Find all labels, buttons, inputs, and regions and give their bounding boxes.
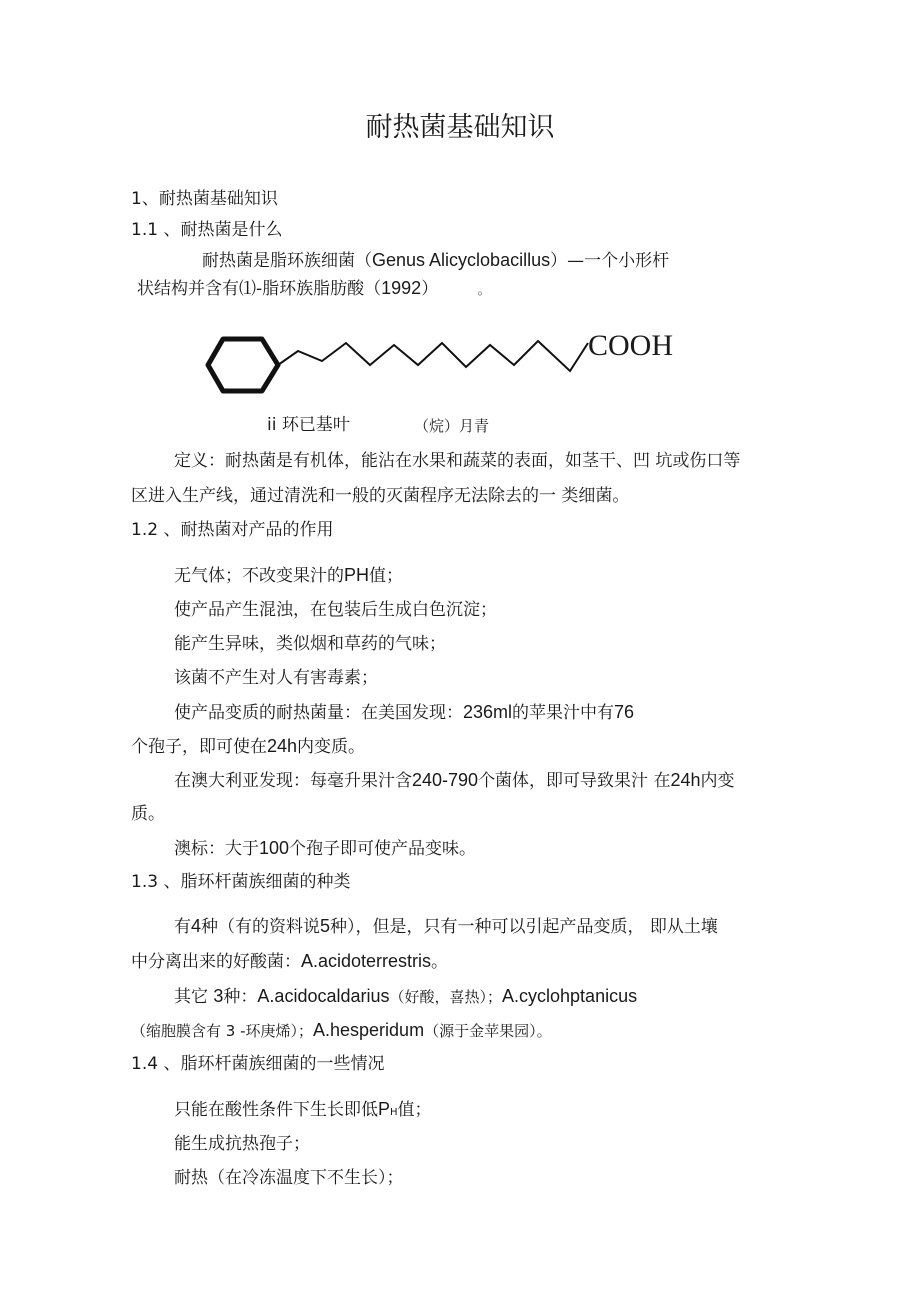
effect-item-1 — [174, 563, 403, 588]
effect-item-5-line-1 — [174, 700, 634, 725]
time-value: 24h — [267, 736, 298, 756]
effect-item-3: 能产生异味，类似烟和草药的气味； — [174, 634, 446, 654]
species-text: 种），但是，只有一种可以引起产品变质， 即从土壤 — [330, 917, 718, 937]
species-text: 种： — [223, 987, 258, 1007]
effect-item-6-line-1 — [174, 768, 735, 793]
species-text: 其它 — [174, 987, 214, 1007]
effect-text: 内变 — [700, 771, 735, 791]
species-text: 中分离出来的好酸菌： — [131, 952, 301, 972]
effect-item-2: 使产品产生混浊，在包装后生成白色沉淀； — [174, 600, 497, 620]
spore-count: 76 — [614, 702, 635, 722]
effect-item-5-line-2 — [131, 734, 365, 759]
species-name-cyclohptanicus: A.cyclohptanicus — [502, 986, 638, 1006]
definition-line-2: 区进入生产线，通过清洗和一般的灭菌程序无法除去的一 类细菌。 — [131, 486, 630, 506]
species-text: 有 — [174, 917, 191, 937]
section-heading-1-3: 1.3 、脂环杆菌族细菌的种类 — [131, 872, 351, 892]
time-value: 24h — [670, 770, 701, 790]
condition-item-2: 能生成抗热孢子； — [174, 1134, 310, 1154]
effect-text: 值； — [369, 566, 404, 586]
definition-line-1: 定义：耐热菌是有机体，能沾在水果和蔬菜的表面，如茎干、凹 坑或伤口等 — [174, 451, 741, 471]
species-count-4: 4 — [191, 916, 202, 936]
species-text: （源于金苹果园）。 — [424, 1022, 552, 1040]
effect-item-7 — [174, 836, 476, 861]
volume-value: 236ml — [463, 702, 513, 722]
intro-text: 耐热菌是脂环族细菌（ — [202, 251, 372, 271]
spore-threshold: 100 — [259, 838, 290, 858]
effect-text: 的苹果汁中有 — [512, 703, 615, 723]
effect-item-6-line-2: 质。 — [131, 804, 165, 824]
section-heading-1-4: 1.4 、脂环杆菌族细菌的一些情况 — [131, 1054, 385, 1074]
species-line-4 — [131, 1018, 552, 1043]
cyclohexane-ring — [208, 339, 278, 391]
ph-term: PH — [344, 565, 370, 585]
paragraph-intro-line-1 — [202, 248, 669, 273]
section-heading-1-1: 1.1 、耐热菌是什么 — [131, 220, 283, 240]
effect-text: 无气体；不改变果汁的 — [174, 566, 344, 586]
species-line-2 — [131, 949, 448, 974]
species-name-acidocaldarius: A.acidocaldarius — [257, 986, 390, 1006]
paragraph-intro-line-2 — [137, 276, 490, 302]
intro-text: 状结构并含有⑴-脂环族脂肪酸（ — [137, 279, 382, 299]
species-line-1 — [174, 914, 718, 939]
condition-text: 值； — [397, 1100, 432, 1120]
effect-text: 使产品变质的耐热菌量：在美国发现： — [174, 703, 463, 723]
carboxyl-group-label: COOH — [588, 329, 674, 362]
condition-text: 只能在酸性条件下生长即低 — [174, 1100, 378, 1120]
condition-item-1 — [174, 1097, 432, 1125]
effect-item-4: 该菌不产生对人有害毒素； — [174, 668, 378, 688]
intro-text: ） — [421, 279, 430, 299]
effect-text: 在澳大利亚发现：每毫升果汁含 — [174, 771, 412, 791]
ph-p: P — [378, 1099, 391, 1119]
species-line-3 — [174, 984, 637, 1009]
effect-text: 内变质。 — [297, 737, 366, 757]
species-name-acidoterrestris: A.acidoterrestris — [301, 951, 432, 971]
species-text: 种（有的资料说 — [201, 917, 321, 937]
species-count-5: 5 — [320, 916, 331, 936]
carbon-chain — [278, 341, 588, 371]
species-count-3: 3 — [213, 986, 224, 1006]
figure-caption-b: （烷）月青 — [414, 417, 490, 435]
condition-item-3: 耐热（在冷冻温度下不生长）； — [174, 1168, 404, 1188]
cell-range: 240-790 — [412, 770, 479, 790]
end-mark: 。 — [477, 283, 490, 297]
figure-caption-a: ii 环已基叶 — [267, 415, 350, 435]
genus-name: Genus Alicyclobacillus — [372, 250, 551, 270]
ph-h-subscript: H — [390, 1107, 398, 1118]
species-text: （好酸，喜热）； — [389, 988, 503, 1006]
species-text: 。 — [431, 952, 449, 972]
effect-text: 个菌体，即可导致果汁 在 — [478, 771, 671, 791]
species-text: （缩胞膜含有 3 -环庚烯）； — [131, 1022, 313, 1040]
intro-text: ）—一个小形杆 — [550, 251, 670, 271]
year: 1992 — [381, 278, 422, 298]
species-name-hesperidum: A.hesperidum — [313, 1020, 425, 1040]
page-title: 耐热菌基础知识 — [365, 112, 555, 143]
effect-text: 澳标：大于 — [174, 839, 259, 859]
effect-text: 个孢子即可使产品变味。 — [289, 839, 477, 859]
section-heading-1: 1、耐热菌基础知识 — [131, 189, 278, 209]
section-heading-1-2: 1.2 、耐热菌对产品的作用 — [131, 520, 334, 540]
effect-text: 个孢子，即可使在 — [131, 737, 267, 757]
